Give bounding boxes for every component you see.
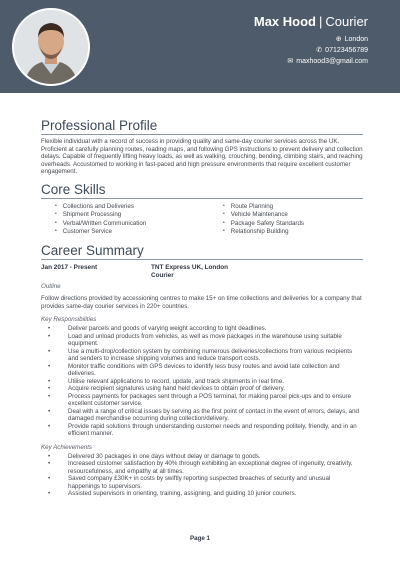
contact-location: [336, 36, 368, 43]
outline-label: Outline: [41, 283, 61, 291]
contact-email: [287, 58, 368, 65]
job-company-role: [151, 264, 251, 279]
page-number: Page 1: [190, 535, 210, 542]
responsibilities-list: [41, 325, 363, 438]
phone-icon: ✆: [316, 47, 323, 54]
list-item: • Use a multi-drop/collection system by combining numerous deliveries/collections from various recipients and senders to increase shipping volumes and reduce transport costs.: [48, 348, 363, 363]
skill-item: • Collections and Deliveries: [55, 203, 211, 212]
email-text[interactable]: maxhood3@gmail.com: [296, 58, 368, 65]
avatar: [12, 8, 90, 86]
list-item: • Increased customer satisfaction by 40% through exhibiting an exceptional degree of ingenuity, creativity, resourcefulness, and empathy at all times.: [48, 460, 363, 475]
list-item: • Monitor traffic conditions with GPS devices to identify less busy routes and avoid late collection and deliveries.: [48, 363, 363, 378]
profile-heading: Professional Profile: [41, 118, 363, 135]
list-item: • Deal with a range of critical issues by serving as the first point of contact in the event of errors, delays, and damaged merchandise occurring during collection/delivery.: [48, 408, 363, 423]
location-text: London: [344, 36, 368, 43]
career-heading: Career Summary: [41, 243, 363, 260]
list-item: • Load and unload products from vehicles, as well as move packages in the warehouse using suitable equipment.: [48, 333, 363, 348]
globe-icon: ⊕: [335, 36, 342, 43]
list-item: • Deliver parcels and goods of varying weight according to tight deadlines.: [48, 325, 363, 333]
list-item: • Assisted supervisors in orienting, training, assigning, and guiding 10 junior couriers.: [48, 490, 363, 498]
job-role: Courier: [151, 271, 174, 279]
skill-item: • Package Safety Standards: [223, 220, 361, 229]
skill-item: • Vehicle Maintenance: [223, 211, 361, 220]
responsibilities-label: Key Responsibilities: [41, 316, 97, 324]
envelope-icon: ✉: [287, 58, 294, 65]
title-separator: |: [318, 14, 323, 29]
skill-item: • Shipment Processing: [55, 211, 211, 220]
list-item: • Delivered 30 packages in one days without delay or damage to goods.: [48, 453, 363, 461]
job-header: [41, 264, 363, 279]
skills-column-left: [41, 203, 211, 237]
profile-text: Flexible individual with a record of success in providing quality and same-day courier services across the UK. Proficient at carefully planning routes, reading maps, and following GPS instructions to prevent delivery and collection delays. Capable of frequently lifting heavy loads, as well as walking, crouching, bending, climbing stairs, and reaching overheads. Accustomed to working in fast-paced and high pressure environments that require excellent customer engagement.: [41, 138, 363, 176]
skill-item: • Customer Service: [55, 228, 211, 237]
phone-text: 07123456789: [325, 47, 368, 54]
resume-body: [41, 118, 363, 498]
skills-list: [41, 203, 363, 237]
skill-item: • Route Planning: [223, 203, 361, 212]
portrait-photo: [14, 10, 88, 84]
list-item: • Utilise relevant applications to record, update, and track shipments in real time.: [48, 378, 363, 386]
candidate-name: Max Hood: [253, 14, 316, 29]
skill-item: • Relationship Building: [223, 228, 361, 237]
skill-item: • Verbal/Written Communication: [55, 220, 211, 229]
outline-text: Follow directions provided by accessioning centres to make 15+ on time collections and deliveries for a company that provides same-day courier services in 220+ countries.: [41, 295, 362, 310]
job-company: TNT Express UK, London: [151, 263, 229, 271]
header-banner: [0, 0, 400, 93]
list-item: • Acquire recipient signatures using hand held devices to obtain proof of delivery.: [48, 385, 363, 393]
list-item: • Process payments for packages sent through a POS terminal, for making parcel pick-ups and to ensure excellent customer service.: [48, 393, 363, 408]
job-title: Courier: [325, 14, 368, 29]
achievements-list: [41, 453, 363, 498]
skills-column-right: [211, 203, 361, 237]
list-item: • Saved company £30K+ in costs by swiftly reporting suspected breaches of security and unusual happenings to supervisors.: [48, 475, 363, 490]
job-dates: Jan 2017 - Present: [41, 263, 98, 271]
contact-phone: [316, 47, 368, 54]
skills-heading: Core Skills: [41, 182, 363, 199]
achievements-label: Key Achievements: [41, 443, 93, 451]
list-item: • Provide rapid solutions through understanding customer needs and responding politely, friendly, and in an efficient manner.: [48, 423, 363, 438]
name-title: [254, 14, 368, 29]
